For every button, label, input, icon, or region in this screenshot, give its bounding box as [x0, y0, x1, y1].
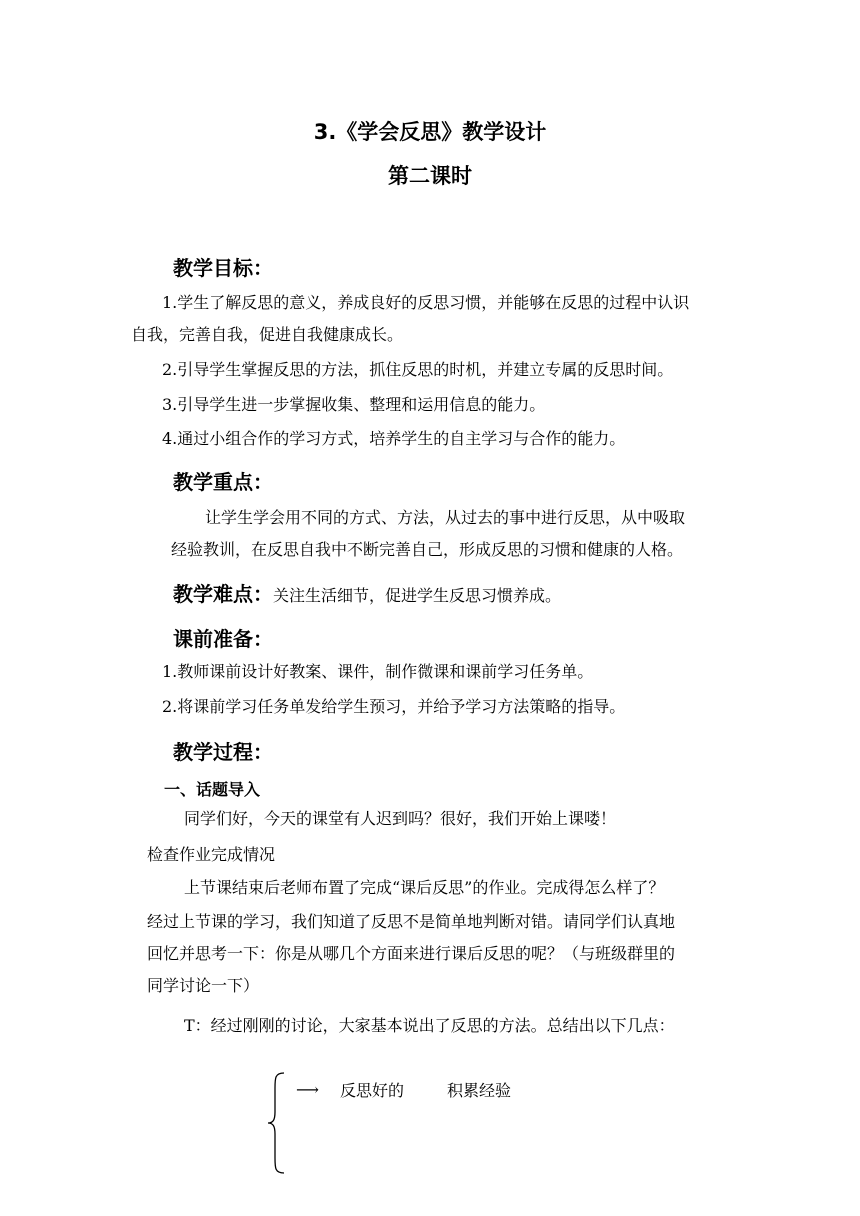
difficulty-heading: 教学难点： [173, 582, 273, 606]
objectives-line-5: 4.通过小组合作的学习方式，培养学生的自主学习与合作的能力。 [162, 429, 626, 448]
page-title: 3.《学会反思》教学设计 [313, 120, 547, 144]
objectives-line-2: 自我，完善自我，促进自我健康成长。 [131, 325, 404, 344]
difficulty-text: 关注生活细节，促进学生反思习惯养成。 [273, 586, 562, 605]
process-heading: 教学过程： [173, 740, 273, 764]
preparation-line-1: 1.教师课前设计好教案、课件，制作微课和课前学习任务单。 [162, 662, 594, 681]
process-line-4: 经过上节课的学习，我们知道了反思不是简单地判断对错。请同学们认真地 [147, 912, 676, 931]
section-1-heading: 一、话题导入 [164, 780, 261, 799]
objectives-heading: 教学目标： [173, 256, 273, 280]
key-points-line-1: 让学生学会用不同的方式、方法，从过去的事中进行反思，从中吸取 [205, 508, 686, 527]
preparation-heading: 课前准备： [173, 627, 273, 651]
diagram-item-1-left: 反思好的 [340, 1081, 405, 1100]
key-points-line-2: 经验教训，在反思自我中不断完善自己，形成反思的习惯和健康的人格。 [171, 540, 684, 559]
arrow-right-icon: ⟶ [296, 1080, 319, 1099]
objectives-line-3: 2.引导学生掌握反思的方法，抓住反思的时机，并建立专属的反思时间。 [162, 360, 674, 379]
process-line-7: T：经过刚刚的讨论，大家基本说出了反思的方法。总结出以下几点： [184, 1016, 675, 1035]
process-line-6: 同学讨论一下） [147, 976, 260, 995]
difficulty-row [173, 578, 561, 607]
diagram-item-1-right: 积累经验 [447, 1081, 512, 1100]
key-points-heading: 教学重点： [173, 470, 273, 494]
process-line-3: 上节课结束后老师布置了完成“课后反思”的作业。完成得怎么样了？ [184, 878, 665, 897]
objectives-line-4: 3.引导学生进一步掌握收集、整理和运用信息的能力。 [162, 395, 546, 414]
process-line-5: 回忆并思考一下：你是从哪几个方面来进行课后反思的呢？（与班级群里的 [147, 944, 676, 963]
process-line-1: 同学们好，今天的课堂有人迟到吗？很好，我们开始上课喽！ [184, 809, 617, 828]
objectives-line-1: 1.学生了解反思的意义，养成良好的反思习惯，并能够在反思的过程中认识 [162, 293, 690, 312]
page-subtitle: 第二课时 [388, 164, 472, 188]
process-line-2: 检查作业完成情况 [147, 845, 276, 864]
curly-brace-icon [262, 1070, 292, 1176]
preparation-line-2: 2.将课前学习任务单发给学生预习，并给予学习方法策略的指导。 [162, 697, 626, 716]
